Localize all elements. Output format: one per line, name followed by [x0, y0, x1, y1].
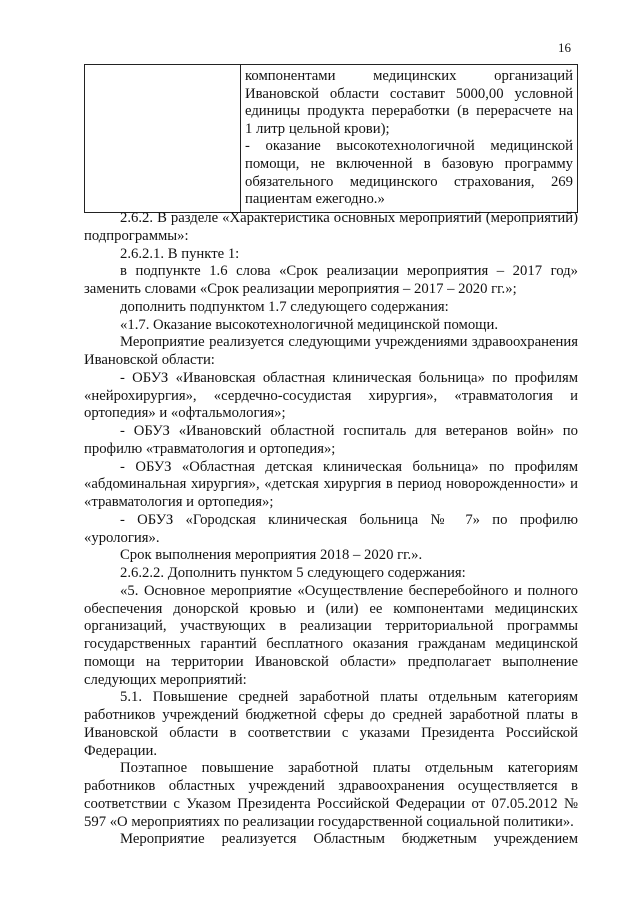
table-text-line: обязательного медицинского страхования, 269	[245, 173, 573, 190]
paragraph: 5.1. Повышение средней заработной платы отдельным категориям работников учреждений бюджетной сферы до средней заработной платы в Ивановской области в соответствии с указами Президента Российской Федерации.	[84, 689, 578, 759]
table-text-line: 1 литр цельной крови);	[245, 120, 390, 137]
table-text-line: пациентам ежегодно.»	[245, 191, 385, 208]
paragraph: «5. Основное мероприятие «Осуществление бесперебойного и полного обеспечения донорской кровью и (или) ее компонентами медицинских организаций, участвующих в реализации территориальной программы государственных гарантий бесплатного оказания гражданам медицинской помощи на территории Ивановской области» предполагает выполнение следующих мероприятий:	[84, 582, 578, 688]
paragraph: - ОБУЗ «Областная детская клиническая больница» по профилям «абдоминальная хирургия», «детская хирургия в период новорожденности» и «травматология и ортопедия»;	[84, 458, 578, 510]
table-text-line: компонентами медицинских организаций	[245, 68, 573, 84]
paragraph: - ОБУЗ «Ивановская областная клиническая больница» по профилям «нейрохирургия», «сердечно-сосудистая хирургия», «травматология и ортопедия» и «офтальмология»;	[84, 369, 578, 422]
paragraph: Поэтапное повышение заработной платы отдельным категориям работников областных учреждений здравоохранения осуществляется в соответствии с Указом Президента Российской Федерации от 07.05.2012 № 597 «О мероприятиях по реализации государственной социальной политики».	[84, 760, 578, 830]
paragraph: 2.6.2.1. В пункте 1:	[120, 245, 240, 262]
table-text-line: единицы продукта переработки (в перерасчете на	[245, 103, 573, 120]
table-text-line: Ивановской области составит 5000,00 условной	[245, 85, 573, 102]
table-text-line: помощи, не включенной в базовую программу	[245, 155, 573, 172]
paragraph: в подпункте 1.6 слова «Срок реализации мероприятия – 2017 год» заменить словами «Срок реализации мероприятия – 2017 – 2020 гг.»;	[84, 263, 578, 297]
continued-table	[84, 64, 578, 213]
paragraph: дополнить подпунктом 1.7 следующего содержания:	[120, 298, 449, 315]
paragraph: Мероприятие реализуется Областным бюджетным учреждением	[120, 831, 578, 848]
paragraph: «1.7. Оказание высокотехнологичной медицинской помощи.	[120, 316, 499, 333]
paragraph: - ОБУЗ «Ивановский областной госпиталь для ветеранов войн» по профилю «травматология и ортопедия»;	[84, 423, 578, 457]
table-row	[85, 65, 578, 213]
table-text-line: - оказание высокотехнологичной медицинской	[245, 138, 573, 155]
paragraph: 2.6.2.2. Дополнить пунктом 5 следующего содержания:	[120, 565, 466, 581]
paragraph: Мероприятие реализуется следующими учреждениями здравоохранения Ивановской области:	[84, 334, 578, 368]
table-cell-left	[85, 65, 241, 213]
page-number: 16	[558, 40, 571, 55]
document-body	[84, 210, 578, 849]
paragraph: Срок выполнения мероприятия 2018 – 2020 гг.».	[120, 547, 423, 564]
paragraph: - ОБУЗ «Городская клиническая больница № 7» по профилю «урология».	[84, 511, 578, 546]
paragraph: 2.6.2. В разделе «Характеристика основных мероприятий (мероприятий) подпрограммы»:	[84, 210, 578, 244]
table-cell-right	[241, 65, 578, 213]
